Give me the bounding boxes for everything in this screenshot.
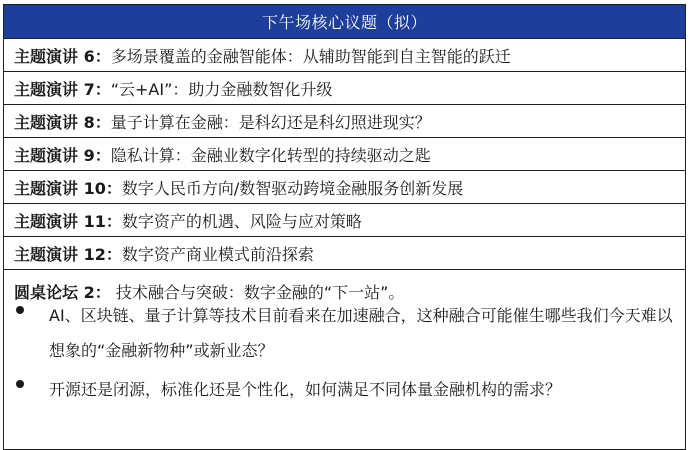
agenda-title: 下午场核心议题（拟） (4, 5, 685, 38)
talk-label: 主题演讲 8： (14, 112, 111, 132)
bullet-text: 开源还是闭源，标准化还是个性化，如何满足不同体量金融机构的需求？ (49, 380, 562, 399)
talk-row-11 (4, 203, 685, 236)
talk-label: 主题演讲 7： (14, 79, 111, 99)
bullet-dot-icon (16, 306, 24, 314)
talk-row-6 (4, 38, 685, 71)
talk-row-7 (4, 71, 685, 104)
talk-topic: 隐私计算：金融业数字化转型的持续驱动之匙 (110, 145, 431, 165)
talk-label: 主题演讲 11： (14, 211, 122, 231)
talk-label: 主题演讲 12： (14, 244, 122, 264)
talk-row-12 (4, 236, 685, 269)
talk-row-8 (4, 104, 685, 137)
roundtable-panel (4, 269, 685, 449)
talk-topic: 多场景覆盖的金融智能体：从辅助智能到自主智能的跃迁 (110, 46, 511, 66)
talk-topic: 数字资产商业模式前沿探索 (121, 244, 314, 264)
talk-topic: 量子计算在金融：是科幻还是科幻照进现实？ (110, 112, 431, 132)
talk-label: 主题演讲 10： (14, 178, 122, 198)
talk-label: 主题演讲 9： (14, 145, 111, 165)
talk-topic: “云+AI”：助力金融数智化升级 (110, 79, 333, 99)
talk-topic: 数字资产的机遇、风险与应对策略 (121, 211, 362, 231)
roundtable-label: 圆桌论坛 2： (14, 283, 111, 302)
roundtable-bullet (14, 372, 674, 407)
roundtable-topic: 技术融合与突破：数字金融的“下一站”。 (115, 283, 405, 302)
bullet-text: AI、区块链、量子计算等技术目前看来在加速融合，这种融合可能催生哪些我们今天难以想象的“金融新物种”或新业态？ (49, 306, 673, 360)
agenda-table (3, 4, 686, 450)
talk-label: 主题演讲 6： (14, 46, 111, 66)
talk-topic: 数字人民币方向/数智驱动跨境金融服务创新发展 (121, 178, 464, 198)
roundtable-bullet (14, 298, 674, 368)
talk-row-10 (4, 170, 685, 203)
bullet-dot-icon (16, 380, 24, 388)
talk-row-9 (4, 137, 685, 170)
